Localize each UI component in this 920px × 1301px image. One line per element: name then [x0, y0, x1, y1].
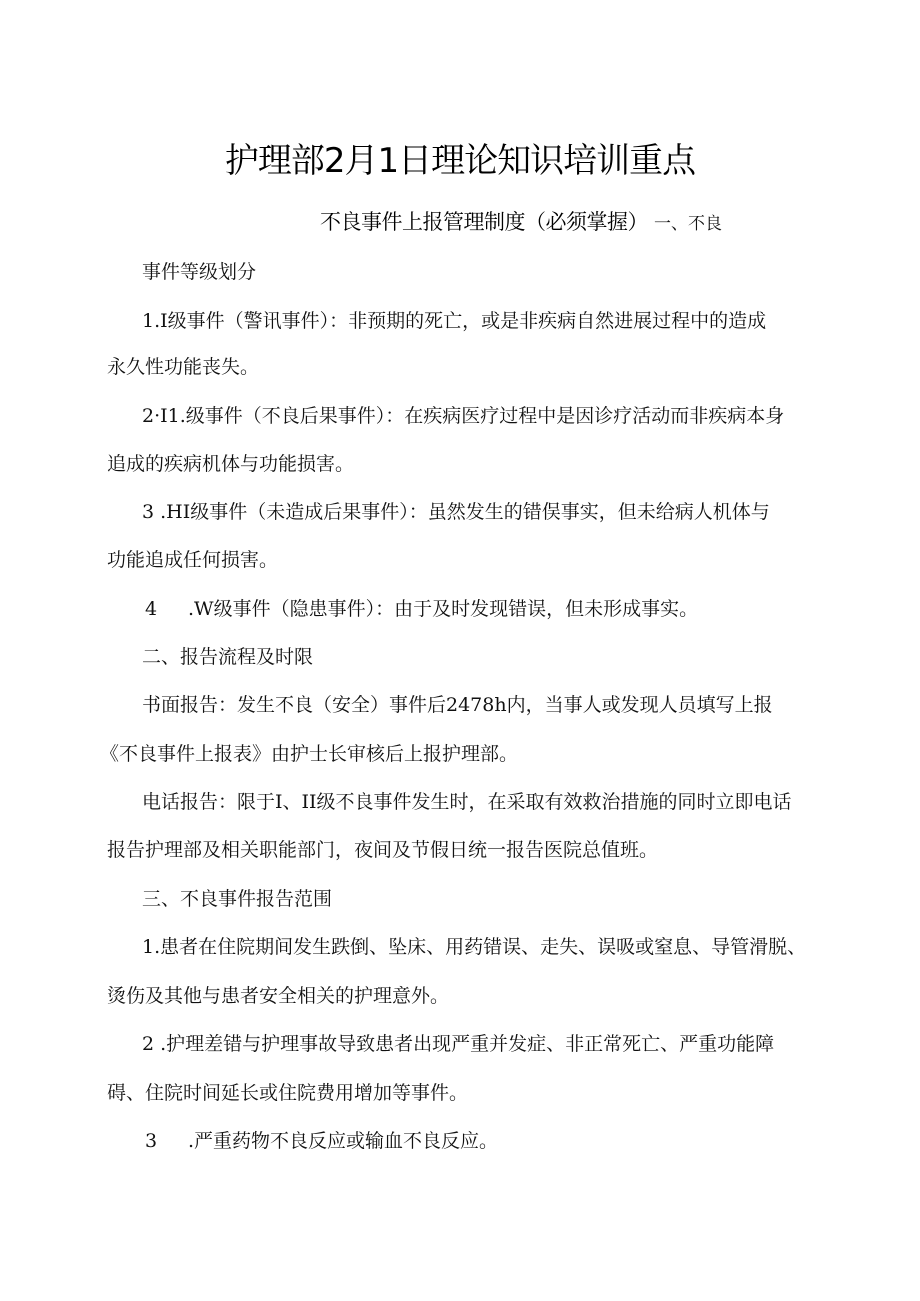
section-subtitle: [320, 206, 722, 236]
paragraph-line: .严重药物不良反应或输血不良反应。: [188, 1130, 499, 1152]
subtitle-text: 不良事件上报管理制度（必须掌握）: [320, 210, 648, 234]
list-number: 4: [145, 598, 158, 620]
paragraph-line: 2 .护理差错与护理事故导致患者出现严重并发症、非正常死亡、严重功能障: [142, 1033, 775, 1055]
paragraph-line: 碍、住院时间延长或住院费用增加等事件。: [107, 1082, 469, 1104]
paragraph-line: 3 .HI级事件（未造成后果事件）：虽然发生的错俣事实，但未给病人机体与: [142, 501, 770, 523]
document-title: 护理部2月1日理论知识培训重点: [224, 141, 696, 181]
subtitle-tail-text: 一、不良: [654, 214, 722, 234]
paragraph-line: 1.患者在住院期间发生跌倒、坠床、用药错误、走失、误吸或窒息、导管滑脱、: [142, 936, 807, 958]
paragraph-line: 《不良事件上报表》由护士长审核后上报护理部。: [100, 743, 519, 765]
paragraph-line: 2·I1.级事件（不良后果事件）：在疾病医疗过程中是因诊疗活动而非疾病本身: [142, 405, 785, 427]
paragraph-line: 事件等级划分: [142, 261, 257, 283]
paragraph-line: 电话报告：限于I、II级不良事件发生时，在采取有效救治措施的同时立即电话: [142, 791, 792, 813]
paragraph-line: .W级事件（隐患事件）：由于及时发现错误，但未形成事实。: [188, 598, 699, 620]
list-number: 3: [145, 1130, 158, 1152]
paragraph-line: 1.I级事件（警讯事件）：非预期的死亡，或是非疾病自然进展过程中的造成: [142, 310, 767, 332]
paragraph-line: 报告护理部及相关职能部门，夜间及节假日统一报告医院总值班。: [107, 839, 659, 861]
section-heading: 三、不良事件报告范围: [142, 888, 333, 910]
paragraph-line: 烫伤及其他与患者安全相关的护理意外。: [107, 985, 450, 1007]
paragraph-line: 永久性功能丧失。: [107, 356, 260, 378]
section-heading: 二、报告流程及时限: [142, 646, 314, 668]
paragraph-line: 书面报告：发生不良（安全）事件后2478h内，当事人或发现人员填写上报: [142, 694, 773, 716]
paragraph-line: 追成的疾病机体与功能损害。: [107, 453, 355, 475]
paragraph-line: 功能追成任何损害。: [107, 549, 279, 571]
